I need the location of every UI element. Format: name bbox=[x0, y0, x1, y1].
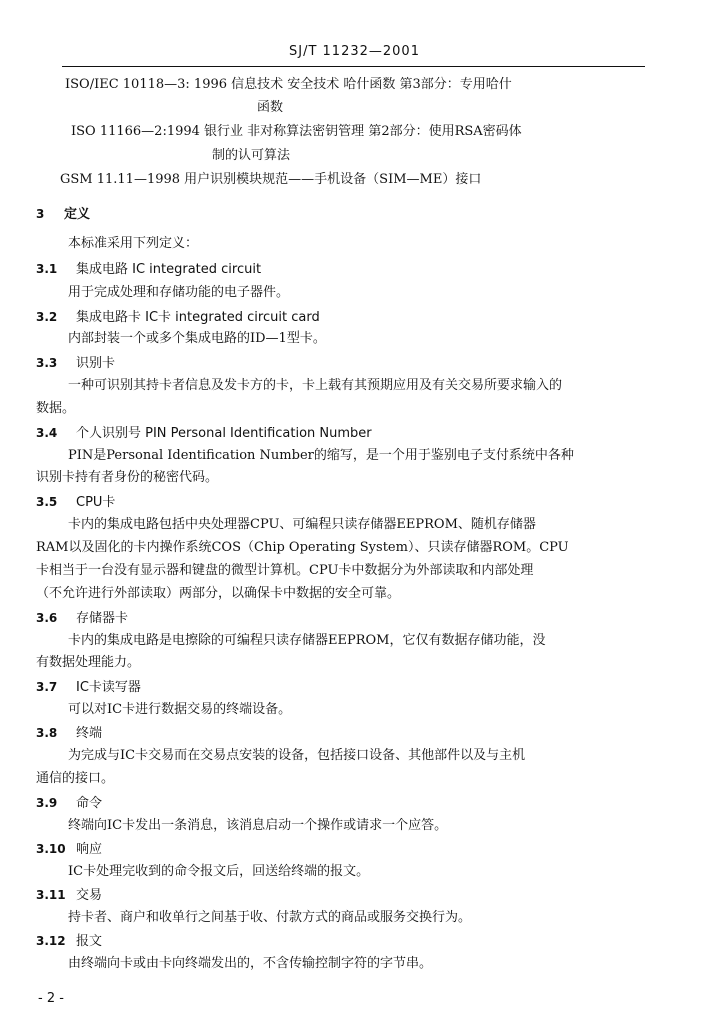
definition-3-3-heading bbox=[36, 355, 115, 372]
definition-number: 3.4 bbox=[36, 426, 58, 440]
definition-3-11-body-1: 持卡者、商户和收单行之间基于收、付款方式的商品或服务交换行为。 bbox=[68, 910, 472, 925]
definition-3-7-body-1: 可以对IC卡进行数据交易的终端设备。 bbox=[68, 702, 292, 717]
definition-3-2-heading bbox=[36, 309, 320, 326]
definition-3-2-body-1: 内部封装一个或多个集成电路的ID—1型卡。 bbox=[68, 331, 326, 346]
definition-term: 集成电路卡 IC卡 integrated circuit card bbox=[76, 310, 320, 325]
definition-3-5-heading bbox=[36, 494, 115, 511]
definition-3-5-body-4: （不允许进行外部读取）两部分，以确保卡中数据的安全可靠。 bbox=[36, 586, 401, 601]
definition-number: 3.9 bbox=[36, 796, 58, 810]
section-heading bbox=[36, 206, 90, 223]
definition-term: 识别卡 bbox=[76, 356, 116, 371]
definition-3-12-body-1: 由终端向卡或由卡向终端发出的，不含传输控制字符的字节串。 bbox=[68, 956, 433, 971]
definition-3-3-body-2: 数据。 bbox=[36, 401, 76, 416]
section-intro: 本标准采用下列定义： bbox=[68, 236, 199, 251]
reference-1-line-2: 函数 bbox=[257, 100, 284, 115]
definition-3-10-heading bbox=[36, 841, 102, 858]
definition-3-6-body-1: 卡内的集成电路是电擦除的可编程只读存储器EEPROM，它仅有数据存储功能，没 bbox=[68, 633, 546, 648]
header-rule bbox=[62, 66, 645, 67]
definition-number: 3.5 bbox=[36, 495, 58, 509]
definition-3-6-body-2: 有数据处理能力。 bbox=[36, 655, 141, 670]
definition-3-5-body-3: 卡相当于一台没有显示器和键盘的微型计算机。CPU卡中数据分为外部读取和内部处理 bbox=[36, 563, 534, 578]
definition-3-1-body-1: 用于完成处理和存储功能的电子器件。 bbox=[68, 285, 290, 300]
reference-2-line-1: ISO 11166—2:1994 银行业 非对称算法密钥管理 第2部分：使用RSA密码体 bbox=[71, 124, 522, 139]
reference-2-line-2: 制的认可算法 bbox=[212, 148, 291, 163]
section-number: 3 bbox=[36, 207, 45, 221]
definition-term: 响应 bbox=[76, 842, 103, 857]
definition-3-8-body-1: 为完成与IC卡交易而在交易点安装的设备，包括接口设备、其他部件以及与主机 bbox=[68, 748, 526, 763]
definition-3-6-heading bbox=[36, 610, 128, 627]
definition-term: 终端 bbox=[76, 726, 103, 741]
definition-3-1-heading bbox=[36, 261, 261, 278]
definition-number: 3.6 bbox=[36, 611, 58, 625]
definition-3-8-heading bbox=[36, 725, 102, 742]
definition-number: 3.12 bbox=[36, 934, 66, 948]
definition-term: 个人识别号 PIN Personal Identification Number bbox=[76, 426, 372, 441]
definition-3-9-body-1: 终端向IC卡发出一条消息，该消息启动一个操作或请求一个应答。 bbox=[68, 818, 448, 833]
definition-term: 集成电路 IC integrated circuit bbox=[76, 262, 262, 277]
definition-3-8-body-2: 通信的接口。 bbox=[36, 771, 115, 786]
definition-3-4-body-1: PIN是Personal Identification Number的缩写，是一个用于鉴别电子支付系统中各种 bbox=[68, 448, 574, 463]
definition-term: IC卡读写器 bbox=[76, 680, 141, 695]
definition-term: 存储器卡 bbox=[76, 611, 129, 626]
definition-number: 3.2 bbox=[36, 310, 58, 324]
definition-number: 3.1 bbox=[36, 262, 58, 276]
definition-3-7-heading bbox=[36, 679, 141, 696]
definition-3-9-heading bbox=[36, 795, 102, 812]
section-title: 定义 bbox=[64, 207, 91, 222]
reference-3-line-1: GSM 11.11—1998 用户识别模块规范——手机设备（SIM—ME）接口 bbox=[60, 172, 482, 187]
definition-term: CPU卡 bbox=[76, 495, 116, 510]
definition-number: 3.3 bbox=[36, 356, 58, 370]
definition-number: 3.7 bbox=[36, 680, 58, 694]
standard-number-header: SJ/T 11232—2001 bbox=[289, 44, 420, 59]
definition-term: 报文 bbox=[76, 934, 103, 949]
definition-3-10-body-1: IC卡处理完收到的命令报文后，回送给终端的报文。 bbox=[68, 864, 370, 879]
definition-term: 命令 bbox=[76, 796, 103, 811]
definition-number: 3.10 bbox=[36, 842, 66, 856]
definition-3-4-body-2: 识别卡持有者身份的秘密代码。 bbox=[36, 470, 219, 485]
definition-3-5-body-2: RAM以及固化的卡内操作系统COS（Chip Operating System）、只读存储器ROM。CPU bbox=[36, 540, 569, 555]
page-number: - 2 - bbox=[38, 991, 64, 1006]
definition-3-3-body-1: 一种可识别其持卡者信息及发卡方的卡，卡上载有其预期应用及有关交易所要求输入的 bbox=[68, 378, 563, 393]
definition-3-5-body-1: 卡内的集成电路包括中央处理器CPU、可编程只读存储器EEPROM、随机存储器 bbox=[68, 517, 536, 532]
definition-number: 3.11 bbox=[36, 888, 66, 902]
definition-3-12-heading bbox=[36, 933, 102, 950]
definition-3-11-heading bbox=[36, 887, 102, 904]
reference-1-line-1: ISO/IEC 10118—3: 1996 信息技术 安全技术 哈什函数 第3部分：专用哈什 bbox=[65, 77, 512, 92]
definition-3-4-heading bbox=[36, 425, 372, 442]
definition-term: 交易 bbox=[76, 888, 103, 903]
definition-number: 3.8 bbox=[36, 726, 58, 740]
